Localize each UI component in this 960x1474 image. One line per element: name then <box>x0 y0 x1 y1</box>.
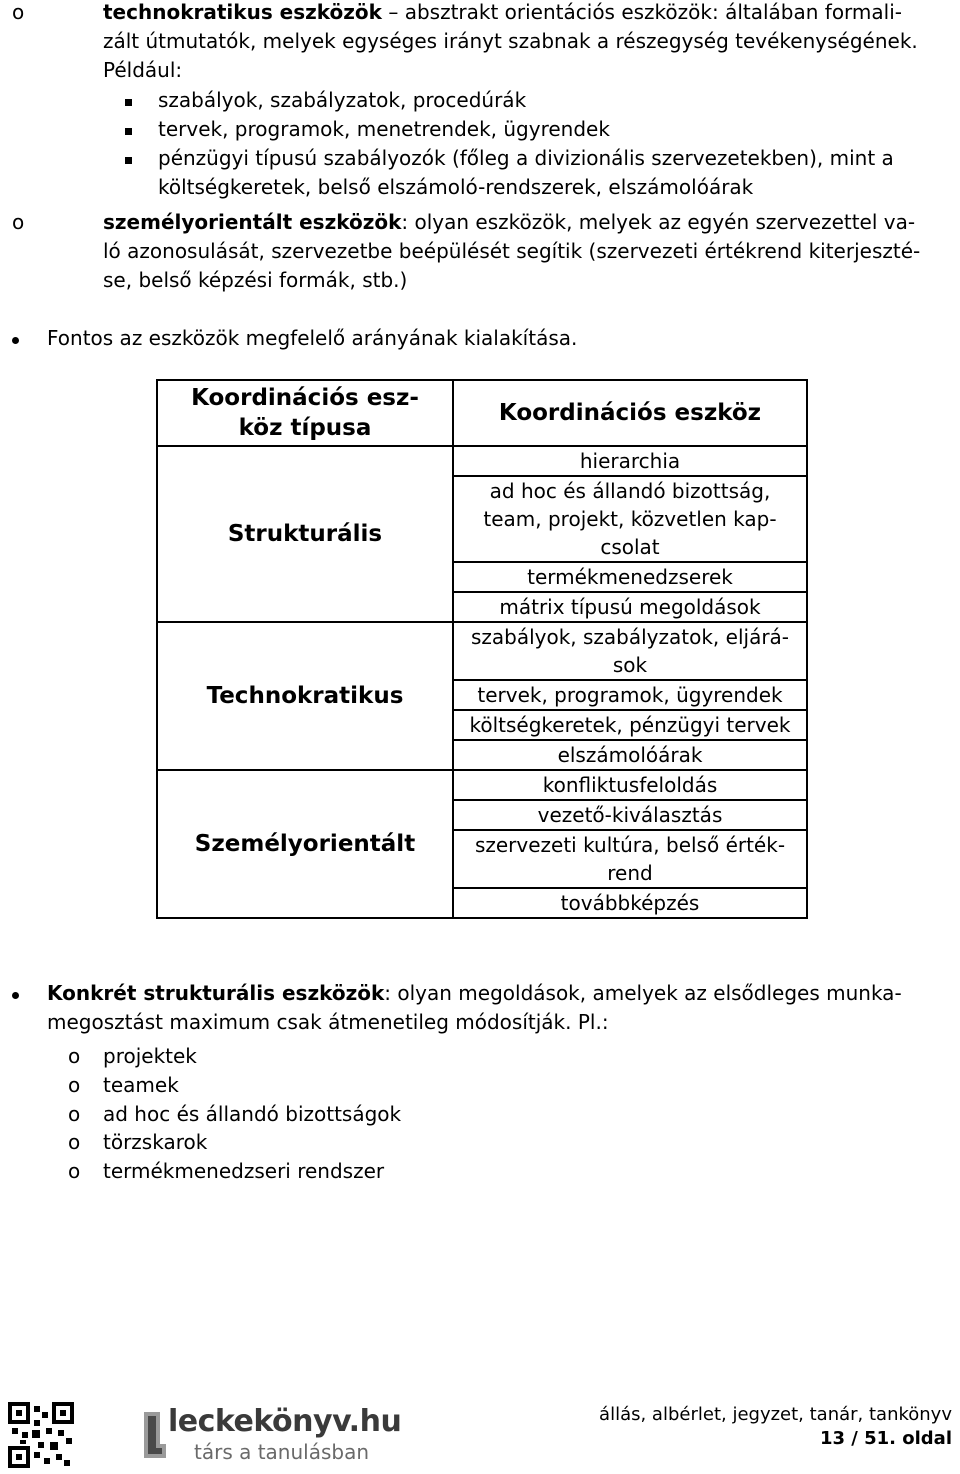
type-cell: Strukturális <box>157 446 453 622</box>
logo-text: leckekönyv.hu <box>168 1404 402 1439</box>
tool-cell <box>453 476 807 562</box>
technokratikus-item: költségkeretek, belső elszámoló-rendszerek, elszámolóárak <box>158 175 754 199</box>
tool-text: termékmenedzserek <box>527 565 733 589</box>
table-header-row <box>157 380 807 446</box>
tool-text: rend <box>607 861 653 885</box>
tool-cell <box>453 680 807 710</box>
technokratikus-line2: zált útmutatók, melyek egységes irányt szabnak a részegység tevékenységének. <box>103 29 918 53</box>
konkret-item: teamek <box>103 1073 179 1097</box>
tool-text: vezető-kiválasztás <box>537 803 723 827</box>
header-type-line: köz típusa <box>238 415 372 441</box>
list-marker-o: o <box>68 1159 81 1183</box>
technokratikus-item: pénzügyi típusú szabályozók (főleg a divizionális szervezetekben), mint a <box>158 146 894 170</box>
square-bullet-icon <box>125 128 132 135</box>
table-row <box>157 770 807 800</box>
list-marker-o: o <box>68 1073 81 1097</box>
fontos-text: Fontos az eszközök megfelelő arányának kialakítása. <box>47 326 578 350</box>
table-body <box>157 446 807 918</box>
szemelyorientalt-text: : olyan eszközök, melyek az egyén szervezettel va- <box>401 210 916 234</box>
square-bullet-icon <box>125 99 132 106</box>
tool-cell <box>453 888 807 918</box>
bullet-dot-icon <box>12 337 19 344</box>
footer-links: állás, albérlet, jegyzet, tanár, tankönyv <box>599 1404 952 1425</box>
qr-code-icon <box>8 1402 74 1468</box>
szemelyorientalt-term: személyorientált eszközök <box>103 210 402 234</box>
konkret-line2: megosztást maximum csak átmenetileg módosítják. Pl.: <box>47 1010 609 1034</box>
tool-text: költségkeretek, pénzügyi tervek <box>469 713 791 737</box>
type-cell: Személyorientált <box>157 770 453 918</box>
technokratikus-term: technokratikus eszközök <box>103 0 382 24</box>
tool-text: ad hoc és állandó bizottság, <box>489 479 771 503</box>
technokratikus-line1 <box>103 0 902 24</box>
table-row <box>157 446 807 476</box>
tool-cell <box>453 830 807 888</box>
header-type-cell <box>157 380 453 446</box>
konkret-item: projektek <box>103 1044 197 1068</box>
page-number: 13 / 51. oldal <box>819 1428 952 1449</box>
tool-text: csolat <box>600 535 660 559</box>
technokratikus-line3: Például: <box>103 58 183 82</box>
list-marker-o: o <box>12 210 25 234</box>
header-type-line: Koordinációs esz- <box>191 385 419 411</box>
technokratikus-text: – absztrakt orientációs eszközök: általában formali- <box>381 0 902 24</box>
tool-cell <box>453 446 807 476</box>
tool-text: szabályok, szabályzatok, eljárá- <box>470 625 790 649</box>
konkret-text: : olyan megoldások, amelyek az elsődleges munka- <box>384 981 902 1005</box>
tool-cell <box>453 740 807 770</box>
header-tool-cell: Koordinációs eszköz <box>453 380 807 446</box>
table-row <box>157 622 807 680</box>
tool-text: team, projekt, közvetlen kap- <box>483 507 777 531</box>
konkret-item: ad hoc és állandó bizottságok <box>103 1102 402 1126</box>
leckekonyv-logo-icon <box>138 1408 168 1464</box>
bullet-dot-icon <box>12 992 19 999</box>
tool-text: elszámolóárak <box>557 743 703 767</box>
tool-cell <box>453 622 807 680</box>
tool-text: mátrix típusú megoldások <box>499 595 761 619</box>
tool-text: tervek, programok, ügyrendek <box>477 683 783 707</box>
list-marker-o: o <box>12 0 25 24</box>
konkret-item: termékmenedzseri rendszer <box>103 1159 385 1183</box>
tool-text: sok <box>612 653 648 677</box>
tool-cell <box>453 710 807 740</box>
type-cell: Technokratikus <box>157 622 453 770</box>
szemelyorientalt-line3: se, belső képzési formák, stb.) <box>103 268 408 292</box>
technokratikus-item: tervek, programok, menetrendek, ügyrendek <box>158 117 610 141</box>
konkret-item: törzskarok <box>103 1130 208 1154</box>
szemelyorientalt-line2: ló azonosulását, szervezetbe beépülését segítik (szervezeti értékrend kiterjeszté- <box>103 239 921 263</box>
konkret-line1 <box>47 981 902 1005</box>
technokratikus-item: szabályok, szabályzatok, procedúrák <box>158 88 527 112</box>
tool-cell <box>453 770 807 800</box>
tool-text: szervezeti kultúra, belső érték- <box>474 833 786 857</box>
list-marker-o: o <box>68 1130 81 1154</box>
tool-cell <box>453 800 807 830</box>
list-marker-o: o <box>68 1044 81 1068</box>
coordination-table <box>156 379 808 919</box>
szemelyorientalt-line1 <box>103 210 915 234</box>
tool-text: hierarchia <box>579 449 681 473</box>
tool-cell <box>453 592 807 622</box>
list-marker-o: o <box>68 1102 81 1126</box>
konkret-term: Konkrét strukturális eszközök <box>47 981 385 1005</box>
tool-text: konfliktusfeloldás <box>542 773 718 797</box>
square-bullet-icon <box>125 157 132 164</box>
tool-text: továbbképzés <box>560 891 700 915</box>
tool-cell <box>453 562 807 592</box>
logo-tagline: társ a tanulásban <box>194 1440 370 1464</box>
